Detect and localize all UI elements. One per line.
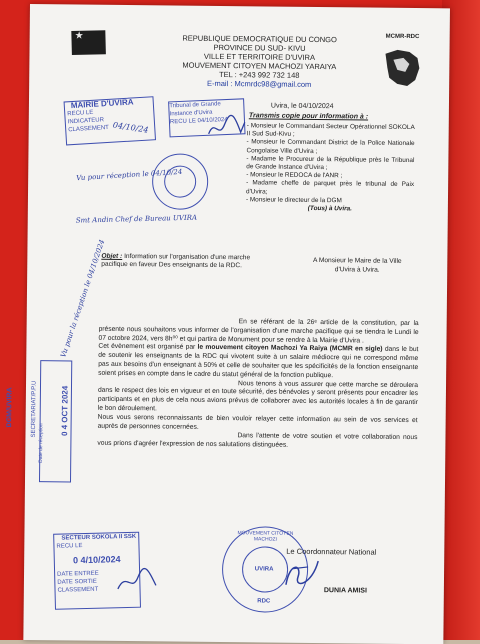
congo-map-logo-icon — [379, 46, 423, 90]
header-province: PROVINCE DU SUD- KIVU — [213, 42, 306, 53]
recipients-list — [246, 122, 415, 214]
paragraph-2-end: dans le but de soutenir les enseignants de la RDC qui vivotent suite à un salaire médiocre qui ne correspond même pas aux besoins d'un enseignant à 50% et celle de souhaiter que les spécificités de la fonction enseignante soient prises en compte dans le cadre du statut général de la fonction publique. — [98, 346, 419, 379]
signature-scribble-icon — [207, 114, 247, 142]
header-email: E-mail : Mcmrdc98@gmail.com — [206, 78, 312, 89]
signatory-name: DUNIA AMISI — [323, 587, 367, 595]
recipient-item: - Monsieur le Commandant District de la Police Nationale Congolaise Ville d'Uvira ; — [246, 138, 415, 155]
secteur-stamp-recu: RECU LE — [56, 543, 83, 550]
secteur-signature-icon — [116, 565, 158, 595]
letter-page — [6, 4, 450, 644]
mairie-stamp — [64, 96, 156, 145]
recipient-item: - Madame cheffe de parquet près le tribunal de Paix d'Uvira; — [246, 179, 415, 196]
header-republic: REPUBLIQUE DEMOCRATIQUE DU CONGO — [182, 33, 337, 45]
mairie-handwritten-date: 04/10/24 — [112, 120, 150, 135]
addressee-line-1: A Monsieur le Maire de la Ville — [312, 256, 402, 265]
mairie-stamp-classement: CLASSEMENT — [68, 124, 110, 134]
dgm-stamp-sub: SECRETARIAT/P.P.U — [30, 380, 38, 438]
mcmr-seal-text: MOUVEMENT CITOYEN MACHOZI — [237, 530, 294, 543]
recipient-item: - Madame le Procureur de la République près le Tribunal de Grande Instance d'Uvira ; — [246, 155, 415, 172]
mcmr-seal-city: UVIRA — [254, 566, 274, 573]
header-city: VILLE ET TERRITOIRE D'UVIRA — [203, 51, 316, 62]
secteur-stamp-date-label: DATE ENTREE — [57, 570, 99, 578]
dgm-stamp-date: 0 4 OCT 2024 — [60, 385, 70, 437]
mairie-stamp-recu: RECU LE — [67, 109, 94, 118]
addressee-line-2: d'Uvira à Uvira. — [334, 265, 380, 274]
paragraph-2 — [98, 343, 418, 382]
paragraph-4: Nous vous serons reconnaissants de bien vouloir relayer cette information au sein de vos services et auprès de personnes concernées. — [97, 413, 418, 431]
reception-annotation: Vu pour réception le 04/10/24 — [76, 167, 183, 183]
paragraph-3: Nous tenons à vous assurer que cette marche se déroulera dans le respect des lois en vigueur et en toute sécurité, des bénévoles y seront présents pour encadrer les participants et en plus de cela nous avions prévus de collaborer avec les autorités locales à fin de garantir le bon déroulement. — [97, 379, 419, 413]
addressee-block — [297, 257, 417, 275]
signatory-title: Le Coordonnateur National — [286, 546, 377, 557]
recipient-item: - Monsieur le directeur de la DGM — [245, 196, 342, 205]
mcmr-seal-sub: RDC — [257, 598, 271, 605]
letterhead — [159, 33, 360, 89]
object-text: Information sur l'organisation d'une marche pacifique en faveur Des enseignants de la RDC. — [101, 252, 251, 270]
paragraph-1: En se référant de la 26ᵉ article de la constitution, par la présente nous souhaitons vous informer de l'organisation d'une marche pacifique qui se tiendra le Lundi le 07 octobre 2024, vers 8h⁰⁰ et qui partira de Monument pour se rendre à la Mairie d'Uvira . — [98, 318, 419, 345]
tribunal-stamp-title: Tribunal de Grande — [169, 101, 221, 110]
dgm-stamp-title: DGM/UVIRA — [6, 387, 14, 428]
paragraph-5: Dans l'attente de votre soutien et votre collaboration nous vous prions d'agréer l'expression de nos salutations distinguées. — [97, 432, 418, 449]
tribunal-stamp-sub: Instance d'Uvira — [169, 109, 213, 118]
copy-title: Transmis copie pour information à : — [248, 112, 369, 121]
mairie-stamp-indicateur: INDICATEUR — [67, 117, 105, 126]
recipient-item: - Monsieur le Commandant Secteur Opérationnel SOKOLA II Sud Sud-Kivu ; — [246, 122, 415, 138]
paragraph-2-start: Cet évènement est organisé par — [98, 343, 198, 352]
mairie-stamp-title: MAIRIE D'UVIRA — [70, 97, 134, 111]
logo-text: MCMR-RDC — [385, 33, 420, 41]
tribunal-stamp-recu: RECU LE 04/10/2024 — [169, 116, 228, 126]
recipient-item: - Monsieur le REDOCA de l'ANR ; — [246, 171, 343, 180]
secteur-stamp-classement: CLASSEMENT — [57, 586, 99, 594]
letter-date: Uvira, le 04/10/2024 — [270, 102, 334, 111]
recipients-footer: (Tous) à Uvira. — [307, 204, 352, 213]
object-label: Objet : — [101, 252, 123, 260]
star-icon: ★ — [74, 30, 84, 42]
side-margin-annotation: Vu pour la réception le 04/10/2024 — [59, 238, 107, 359]
header-tel: TEL : +243 992 732 148 — [219, 69, 300, 80]
paragraph-2-movement: le mouvement citoyen Machozi Ya Raiya (MCMR en sigle) — [197, 344, 383, 354]
header-movement: MOUVEMENT CITOYEN MACHOZI YARAIYA — [182, 60, 337, 72]
coordinator-signature-icon — [282, 555, 322, 591]
object-block — [101, 253, 251, 271]
letter-body — [97, 317, 418, 452]
secteur-stamp-title: SECTEUR SOKOLA II SSK — [61, 533, 137, 542]
secteur-stamp-sortie: DATE SORTIE — [57, 578, 97, 586]
chef-bureau-annotation: Smt Andin Chef de Bureau UVIRA — [75, 213, 198, 225]
dgm-stamp-received-label: Date de réception — [37, 423, 45, 463]
secteur-stamp-date: 0 4/10/2024 — [72, 554, 121, 566]
